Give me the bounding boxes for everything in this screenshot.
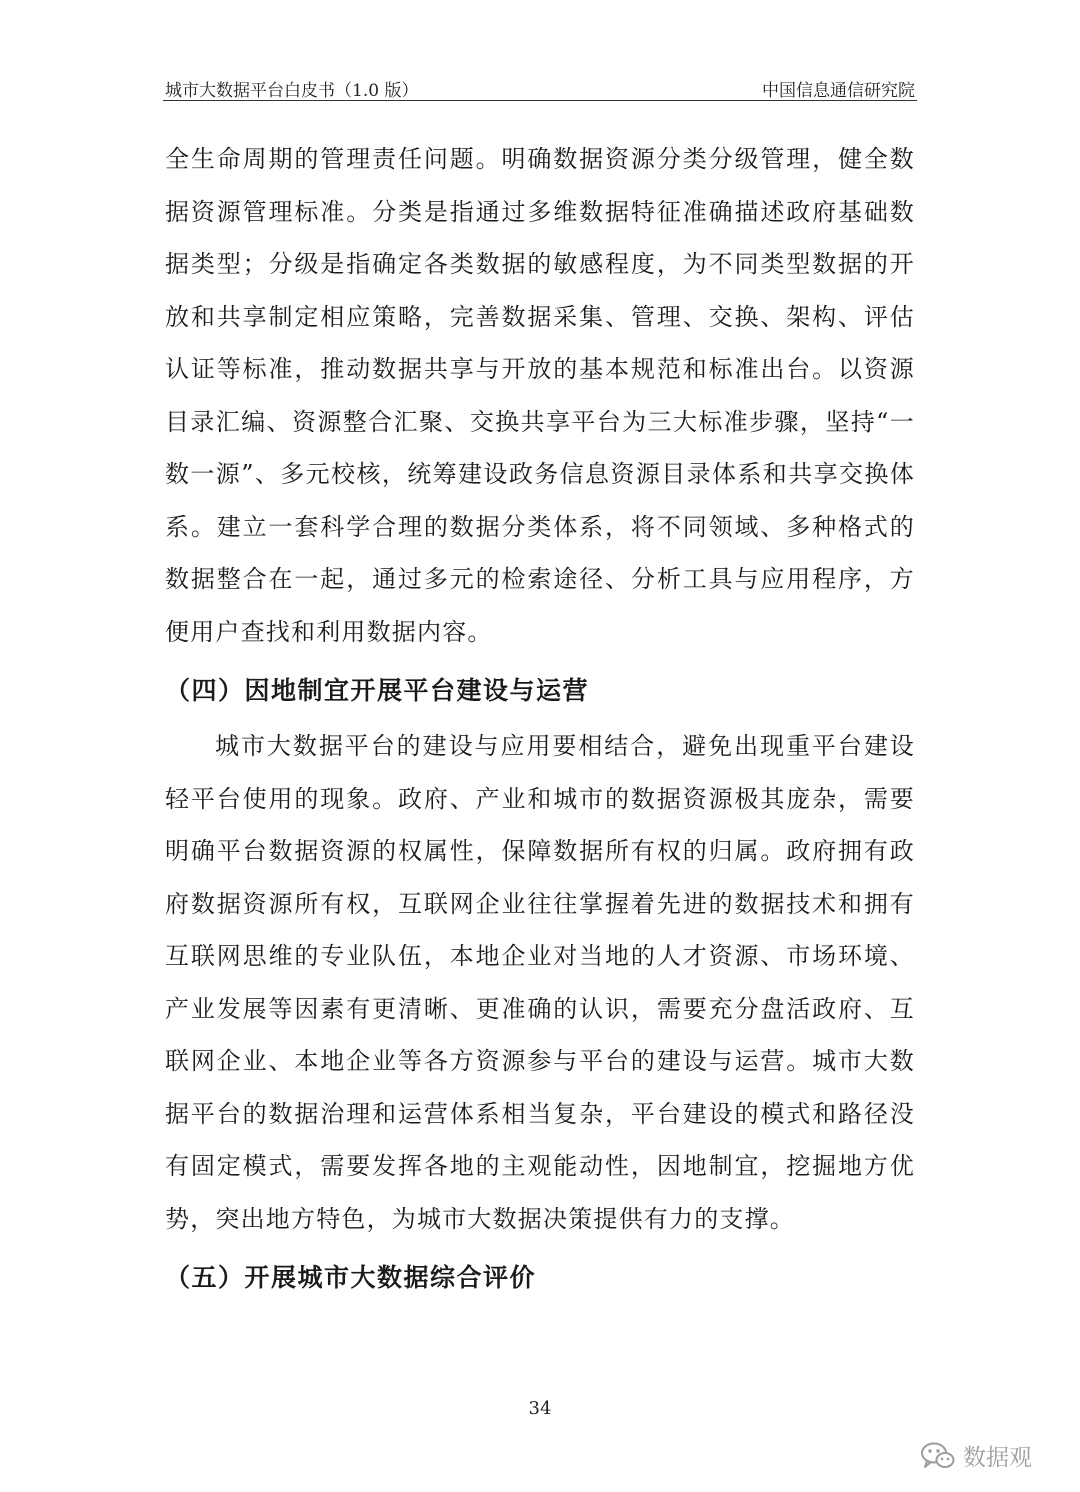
page-number: 34 [528, 1398, 552, 1419]
body-paragraph-2: 城市大数据平台的建设与应用要相结合，避免出现重平台建设轻平台使用的现象。政府、产业和城市的数据资源极其庞杂，需要明确平台数据资源的权属性，保障数据所有权的归属。政府拥有政府数据资源所有权，互联网企业往往掌握着先进的数据技术和拥有互联网思维的专业队伍，本地企业对当地的人才资源、市场环境、产业发展等因素有更清晰、更准确的认识，需要充分盘活政府、互联网企业、本地企业等各方资源参与平台的建设与运营。城市大数据平台的数据治理和运营体系相当复杂，平台建设的模式和路径没有固定模式，需要发挥各地的主观能动性，因地制宜，挖掘地方优势，突出地方特色，为城市大数据决策提供有力的支撑。 [165, 732, 915, 1233]
page-content [165, 133, 915, 1307]
section-heading-5: （五）开展城市大数据综合评价 [165, 1263, 537, 1292]
page-header [163, 70, 917, 101]
watermark [921, 1439, 1032, 1472]
wechat-icon [921, 1442, 955, 1470]
header-document-title: 城市大数据平台白皮书（1.0 版） [165, 81, 419, 101]
section-heading-4: （四）因地制宜开展平台建设与运营 [165, 676, 590, 705]
watermark-text: 数据观 [963, 1445, 1032, 1471]
header-organization: 中国信息通信研究院 [762, 81, 915, 101]
body-paragraph-1: 全生命周期的管理责任问题。明确数据资源分类分级管理，健全数据资源管理标准。分类是指通过多维数据特征准确描述政府基础数据类型；分级是指确定各类数据的敏感程度，为不同类型数据的开放和共享制定相应策略，完善数据采集、管理、交换、架构、评估认证等标准，推动数据共享与开放的基本规范和标准出台。以资源目录汇编、资源整合汇聚、交换共享平台为三大标准步骤，坚持“一数一源”、多元校核，统筹建设政务信息资源目录体系和共享交换体系。建立一套科学合理的数据分类体系，将不同领域、多种格式的数据整合在一起，通过多元的检索途径、分析工具与应用程序，方便用户查找和利用数据内容。 [165, 145, 915, 646]
